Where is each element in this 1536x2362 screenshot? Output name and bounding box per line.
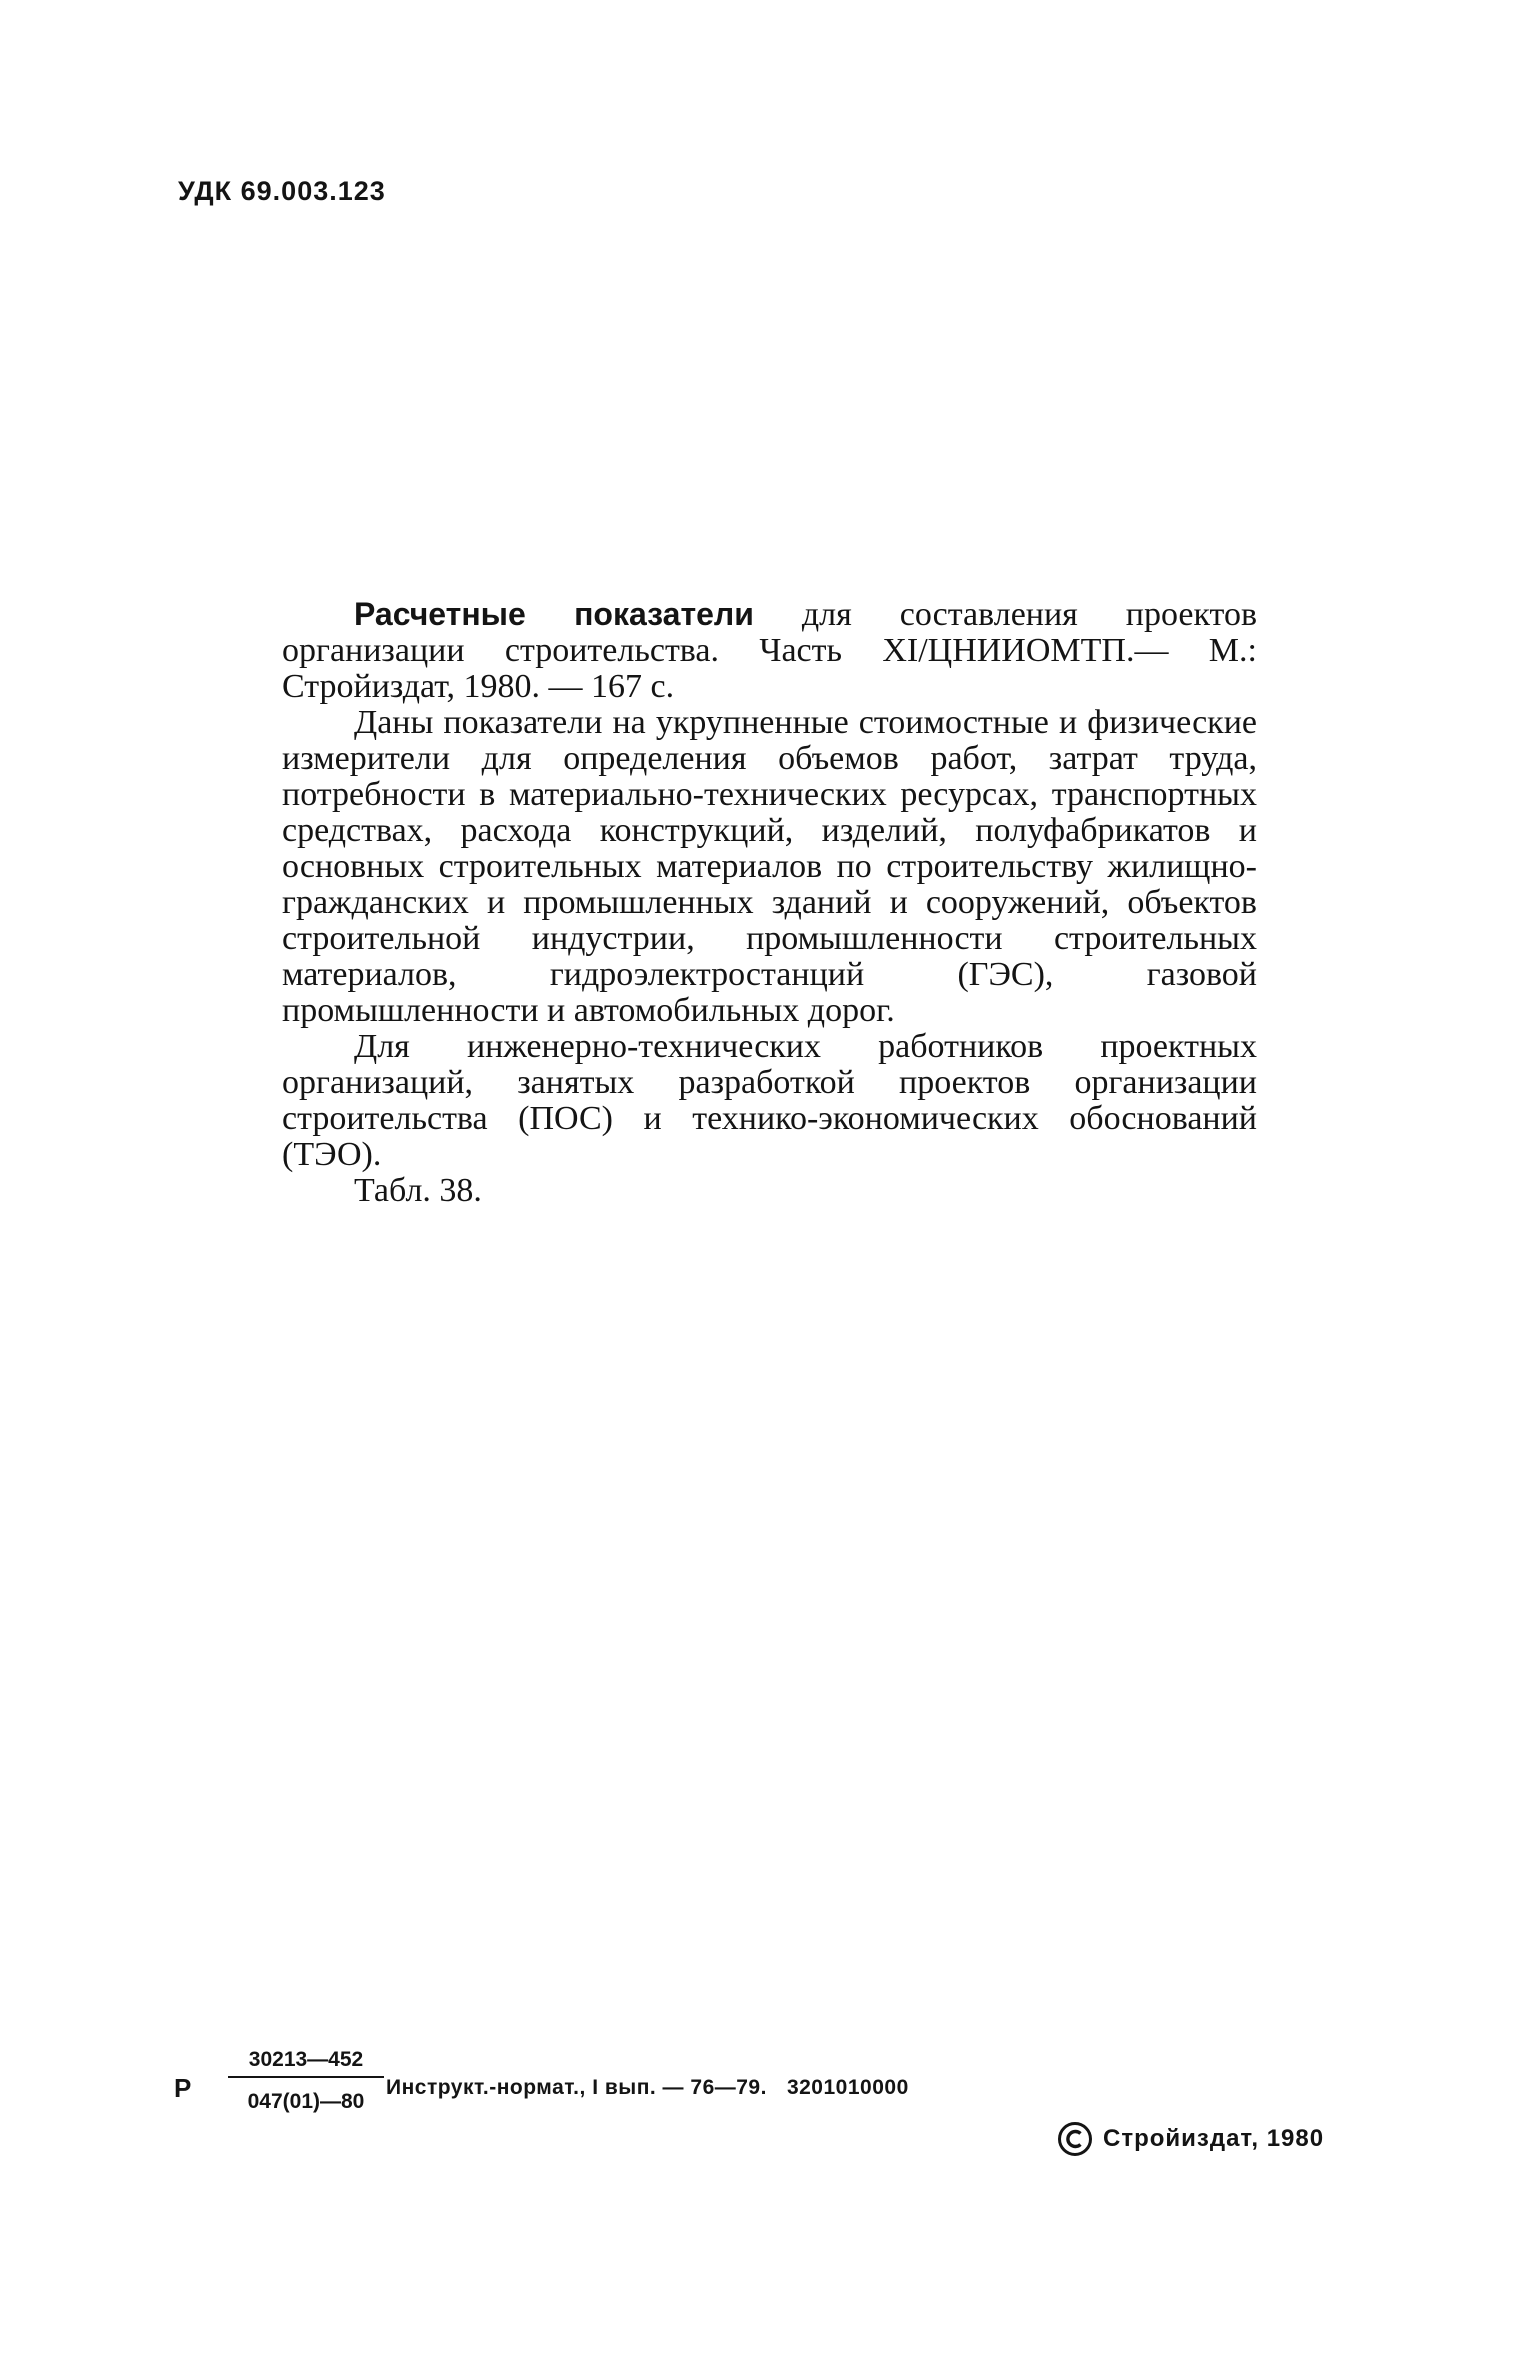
imprint-letter: Р <box>174 2073 192 2103</box>
udk-code: УДК 69.003.123 <box>178 176 386 206</box>
imprint-code: 3201010000 <box>786 2076 909 2099</box>
imprint-index-fraction <box>228 2048 384 2114</box>
tables-count: Табл. 38. <box>354 1172 482 1209</box>
book-title: Расчетные показатели <box>354 596 754 632</box>
copyright-icon <box>1057 2121 1093 2157</box>
citation-details: для составления проектов организации строительства. Часть XI/ЦНИИОМТП.— М.: Стройиздат, 1980. — 167 с. <box>282 596 1257 705</box>
audience-paragraph: Для инженерно-технических работников проектных организаций, занятых разработкой проектов организации строительства (ПОС) и технико-экономических обоснований (ТЭО). <box>282 1028 1257 1173</box>
bibliographic-abstract <box>282 596 1257 1209</box>
imprint-series-line <box>386 2076 909 2100</box>
copyright-publisher: Стройиздат, 1980 <box>1103 2125 1325 2152</box>
citation-paragraph <box>282 596 1257 705</box>
description-paragraph: Даны показатели на укрупненные стоимостные и физические измерители для определения объемов работ, затрат труда, потребности в материально-технических ресурсах, транспортных средствах, расхода конструкций, изделий, полуфабрикатов и основных строительных материалов по строительству жилищно-гражданских и промышленных зданий и сооружений, объектов строительной индустрии, промышленности строительных материалов, гидроэлектростанций (ГЭС), газовой промышленности и автомобильных дорог. <box>282 704 1257 1029</box>
index-denominator: 047(01)—80 <box>247 2090 365 2113</box>
copyright-notice <box>1057 2121 1324 2157</box>
index-numerator: 30213—452 <box>228 2048 384 2078</box>
imprint-series: Инструкт.-нормат., I вып. — 76—79. <box>386 2076 767 2099</box>
